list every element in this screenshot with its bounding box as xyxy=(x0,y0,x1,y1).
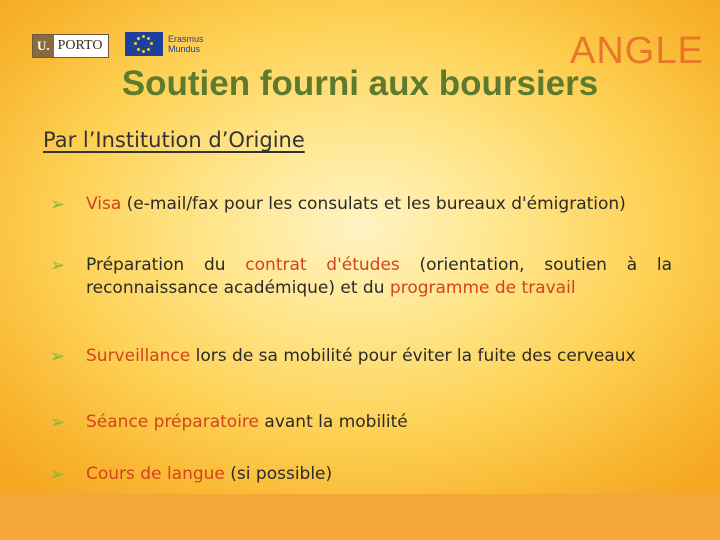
list-item-surveillance xyxy=(50,345,672,368)
porto-logo xyxy=(32,34,109,58)
bottom-bar xyxy=(0,494,720,540)
highlight-text: Cours de langue xyxy=(86,464,225,484)
list-item-contrat xyxy=(50,254,672,300)
highlight-text: Surveillance xyxy=(86,346,191,366)
angle-logo: ANGLE xyxy=(570,30,704,72)
highlight-text: Séance préparatoire xyxy=(86,412,259,432)
item-text: (orientation, soutien à la reconnaissance académique) et du xyxy=(86,255,672,298)
arrow-bullet-icon: ➢ xyxy=(50,194,66,215)
porto-logo-u: U. xyxy=(33,35,54,57)
list-item-visa xyxy=(50,193,672,216)
item-text: lors de sa mobilité pour éviter la fuite des cerveaux xyxy=(190,346,636,366)
list-item-seance xyxy=(50,411,672,434)
arrow-bullet-icon: ➢ xyxy=(50,255,66,276)
highlight-text: contrat d'études xyxy=(245,255,400,275)
erasmus-label: Erasmus xyxy=(168,34,204,44)
slide-subtitle: Par l’Institution d’Origine xyxy=(43,128,305,152)
eu-flag-icon xyxy=(125,32,163,56)
mundus-label: Mundus xyxy=(168,44,201,54)
arrow-bullet-icon: ➢ xyxy=(50,464,66,485)
item-text: (e-mail/fax pour les consulats et les bureaux d'émigration) xyxy=(121,194,626,214)
item-text: avant la mobilité xyxy=(259,412,408,432)
list-item-cours xyxy=(50,463,672,486)
arrow-bullet-icon: ➢ xyxy=(50,346,66,367)
highlight-text: Visa xyxy=(86,194,122,214)
arrow-bullet-icon: ➢ xyxy=(50,412,66,433)
slide-title: Soutien fourni aux boursiers xyxy=(121,64,599,103)
porto-logo-text: PORTO xyxy=(57,38,103,53)
erasmus-mundus-logo xyxy=(125,32,204,56)
item-text: (si possible) xyxy=(224,464,333,484)
item-text: Préparation du xyxy=(86,255,246,275)
highlight-text: programme de travail xyxy=(389,278,576,298)
